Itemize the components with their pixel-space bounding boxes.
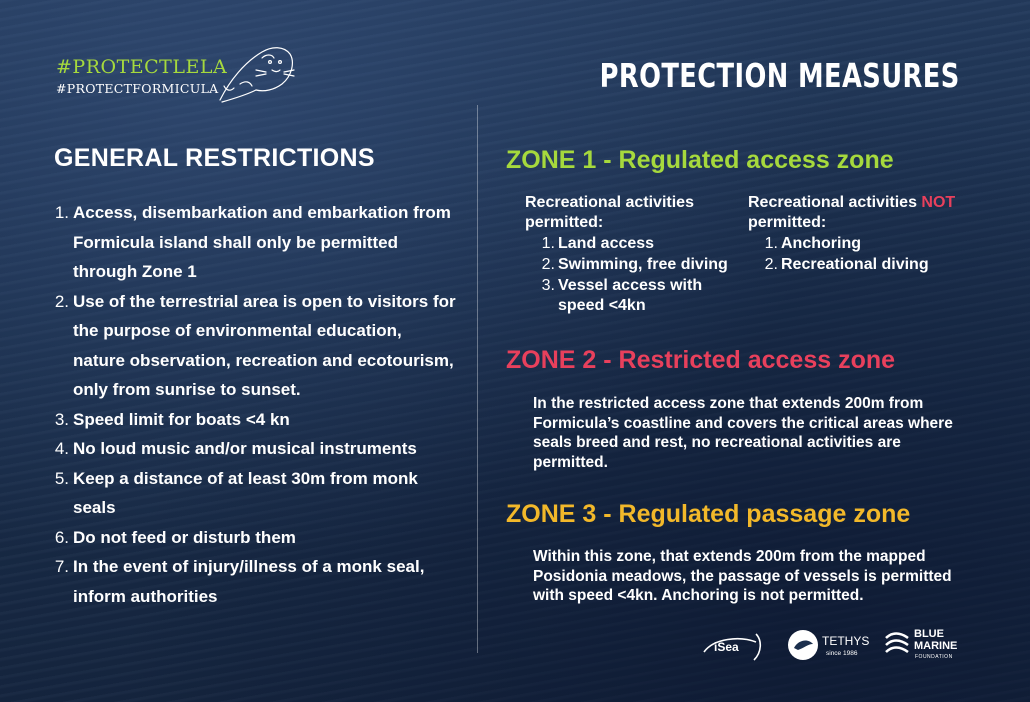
tethys-seal-icon [786, 628, 820, 662]
not-permitted-heading [748, 193, 983, 233]
permitted-heading: Recreational activities permitted: [525, 194, 694, 231]
list-item-text: Speed limit for boats <4 kn [73, 409, 290, 429]
bmf-line2: MARINE [914, 640, 958, 652]
list-item-text: Keep a distance of at least 30m from monk seals [73, 468, 418, 517]
zone-3-heading: ZONE 3 - Regulated passage zone [506, 500, 911, 528]
list-item-number: 7. [54, 557, 69, 576]
hashtag-protectformicula: #PROTECTFORMICULA [56, 81, 219, 96]
list-item-text: Swimming, free diving [558, 256, 728, 273]
isea-logo [700, 626, 768, 666]
list-item-number: 1. [541, 235, 555, 252]
bmf-line3: FOUNDATION [915, 654, 953, 660]
seal-line-drawing-icon [200, 40, 296, 106]
general-restrictions-list [46, 198, 456, 611]
not-permitted-heading-text: Recreational activities [748, 194, 917, 211]
list-item-number: 1. [54, 203, 69, 222]
isea-logo-text: iSea [714, 640, 739, 654]
list-item [46, 405, 456, 435]
permitted-list [525, 234, 740, 316]
list-item [525, 276, 740, 316]
list-item-number: 5. [54, 468, 69, 488]
list-item-text: Access, disembarkation and embarkation from Formicula island shall only be permitted through Zone 1 [73, 203, 451, 281]
blue-marine-wave-icon [884, 630, 910, 660]
tethys-logo [786, 626, 870, 666]
list-item [748, 234, 983, 254]
list-item-text: Land access [558, 235, 655, 252]
list-item-number: 3. [541, 277, 555, 294]
list-item-text: Vessel access with speed <4kn [558, 277, 703, 314]
list-item [46, 434, 456, 464]
hashtag-protectlela: #PROTECTLELA [56, 56, 228, 78]
list-item-text: Do not feed or disturb them [73, 527, 296, 547]
tethys-since-text: since 1986 [826, 650, 858, 657]
not-permitted-heading-suffix: permitted: [748, 214, 827, 231]
not-emphasis: NOT [921, 194, 956, 211]
bmf-line1: BLUE [914, 628, 944, 640]
list-item-number: 3. [54, 409, 69, 429]
list-item-number: 4. [54, 439, 69, 458]
list-item-number: 1. [764, 235, 778, 252]
zone-3-description: Within this zone, that extends 200m from the mapped Posidonia meadows, the passage of vessels is permitted with speed <4kn. Anchoring is not permitted. [533, 548, 952, 604]
partner-logos [700, 626, 980, 666]
blue-marine-foundation-logo [884, 626, 974, 666]
list-item-number: 2. [54, 291, 69, 311]
list-item-text: Anchoring [781, 235, 861, 252]
list-item-text: In the event of injury/illness of a monk seal, inform authorities [73, 557, 425, 606]
list-item [525, 234, 740, 254]
list-item-number: 6. [54, 527, 69, 547]
list-item [46, 523, 456, 553]
zone-2-description: In the restricted access zone that extends 200m from Formicula’s coastline and covers the critical areas where seals breed and rest, no recreational activities are permitted. [533, 395, 953, 471]
list-item [525, 255, 740, 275]
zone-2-heading: ZONE 2 - Restricted access zone [506, 346, 896, 374]
list-item [46, 287, 456, 405]
list-item-number: 2. [541, 256, 555, 273]
list-item-number: 2. [764, 256, 778, 273]
list-item-text: Recreational diving [781, 256, 929, 273]
general-restrictions-heading: GENERAL RESTRICTIONS [54, 144, 375, 172]
zone-1-not-permitted-column [748, 193, 983, 275]
list-item-text: Use of the terrestrial area is open to visitors for the purpose of environmental education, nature observation, recreation and ecotourism, only from sunrise to sunset. [73, 291, 456, 399]
zone-1-permitted-column [525, 193, 740, 316]
zone-1-heading: ZONE 1 - Regulated access zone [506, 146, 894, 174]
list-item [46, 552, 456, 611]
page-title: PROTECTION MEASURES [599, 56, 960, 95]
list-item [46, 198, 456, 287]
tethys-logo-text: TETHYS [822, 634, 870, 648]
not-permitted-list [748, 234, 983, 275]
list-item [46, 464, 456, 523]
list-item-text: No loud music and/or musical instruments [73, 439, 417, 458]
column-divider [477, 105, 478, 653]
list-item [748, 255, 983, 275]
